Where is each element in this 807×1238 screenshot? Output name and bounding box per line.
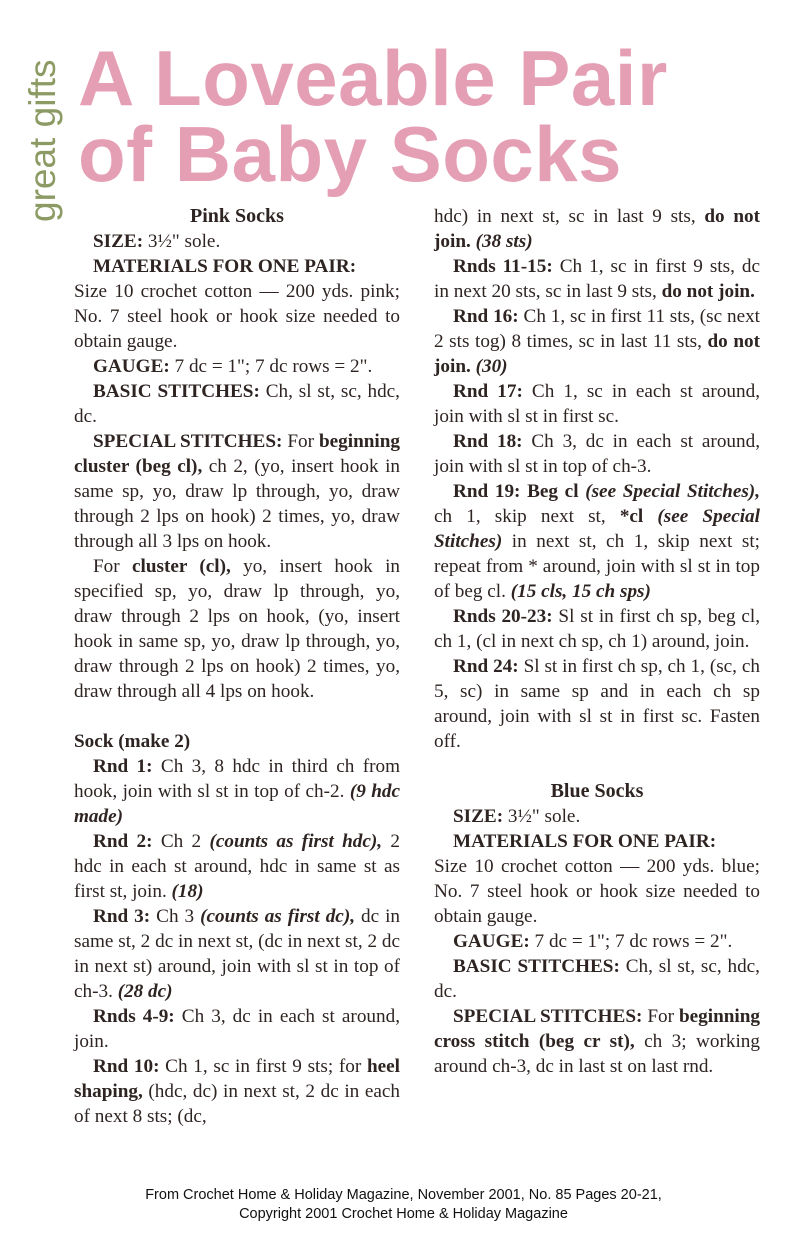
round-19: Rnd 19: Beg cl (see Special Stitches), ch 1, skip next st, *cl (see Special Stitches) in next st, ch 1, skip next st; repeat from * around, join with sl st in top of beg cl. (15 cls, 15 ch sps) bbox=[434, 481, 760, 602]
pink-basic-stitches: BASIC STITCHES: Ch, sl st, sc, hdc, dc. bbox=[74, 381, 400, 427]
round-3: Rnd 3: Ch 3 (counts as first dc), dc in same st, 2 dc in next st, (dc in next st, 2 dc in next st) around, join with sl st in top of ch-3. (28 dc) bbox=[74, 906, 401, 1002]
round-1: Rnd 1: Ch 3, 8 hdc in third ch from hook, join with sl st in top of ch-2. (9 hdc made) bbox=[74, 756, 401, 827]
blue-special-stitches: SPECIAL STITCHES: For beginning cross stitch (beg cr st), ch 3; working around ch-3, dc in last st on last rnd. bbox=[434, 1006, 761, 1077]
rounds-11-15: Rnds 11-15: Ch 1, sc in first 9 sts, dc in next 20 sts, sc in last 9 sts, do not join. bbox=[434, 256, 760, 302]
blue-basic-stitches: BASIC STITCHES: Ch, sl st, sc, hdc, dc. bbox=[434, 956, 760, 1002]
sock-heading: Sock (make 2) bbox=[74, 731, 191, 752]
rounds-4-9: Rnds 4-9: Ch 3, dc in each st around, join. bbox=[74, 1006, 400, 1052]
page-title bbox=[78, 34, 798, 198]
round-2: Rnd 2: Ch 2 (counts as first hdc), 2 hdc in each st around, hdc in same st as first st, join. (18) bbox=[74, 831, 401, 902]
round-24: Rnd 24: Sl st in first ch sp, ch 1, (sc, ch 5, sc) in same sp and in each ch sp around, join with sl st in first sc. Fasten off. bbox=[434, 656, 760, 752]
round-10: Rnd 10: Ch 1, sc in first 9 sts; for heel shaping, (hdc, dc) in next st, 2 dc in each of next 8 sts; (dc, bbox=[74, 1056, 400, 1127]
section-tag: great gifts bbox=[22, 59, 63, 222]
footer-credit bbox=[0, 1186, 807, 1224]
pink-gauge: GAUGE: 7 dc = 1"; 7 dc rows = 2". bbox=[93, 356, 373, 377]
right-column bbox=[434, 204, 760, 1079]
pink-socks-heading: Pink Socks bbox=[190, 205, 284, 227]
footer-line-1: From Crochet Home & Holiday Magazine, November 2001, No. 85 Pages 20-21, bbox=[145, 1187, 662, 1203]
left-column bbox=[74, 204, 400, 1129]
round-16: Rnd 16: Ch 1, sc in first 11 sts, (sc next 2 sts tog) 8 times, sc in last 11 sts, do not join. (30) bbox=[434, 306, 761, 377]
blue-materials-text: Size 10 crochet cotton — 200 yds. blue; No. 7 steel hook or hook size needed to obtain gauge. bbox=[434, 856, 760, 927]
round-18: Rnd 18: Ch 3, dc in each st around, join with sl st in top of ch-3. bbox=[434, 431, 760, 477]
blue-size: SIZE: 3½" sole. bbox=[453, 806, 581, 827]
title-line-2: of Baby Socks bbox=[78, 110, 623, 198]
rounds-20-23: Rnds 20-23: Sl st in first ch sp, beg cl, ch 1, (cl in next ch sp, ch 1) around, join. bbox=[434, 606, 760, 652]
round-10-continued: hdc) in next st, sc in last 9 sts, do not join. (38 sts) bbox=[434, 206, 761, 252]
pink-size: SIZE: 3½" sole. bbox=[93, 231, 221, 252]
blue-socks-heading: Blue Socks bbox=[550, 780, 644, 802]
title-line-1: A Loveable Pair bbox=[78, 34, 668, 122]
pink-materials-text: Size 10 crochet cotton — 200 yds. pink; No. 7 steel hook or hook size needed to obtain gauge. bbox=[74, 281, 400, 352]
round-17: Rnd 17: Ch 1, sc in each st around, join with sl st in first sc. bbox=[434, 381, 760, 427]
pink-cluster-stitch: For cluster (cl), yo, insert hook in specified sp, yo, draw lp through, yo, draw through 2 lps on hook, (yo, insert hook in same sp, yo, draw lp through, yo, draw through 2 lps on hook) 2 times, yo, draw through all 4 lps on hook. bbox=[74, 556, 401, 702]
pink-materials-label: MATERIALS FOR ONE PAIR: bbox=[93, 256, 357, 277]
footer-line-2: Copyright 2001 Crochet Home & Holiday Magazine bbox=[239, 1206, 568, 1222]
blue-materials-label: MATERIALS FOR ONE PAIR: bbox=[453, 831, 717, 852]
pink-special-stitches: SPECIAL STITCHES: For beginning cluster (beg cl), ch 2, (yo, insert hook in same sp, yo, draw lp through, yo, draw through 2 lps on hook) 2 times, yo, draw through all 3 lps on hook. bbox=[74, 431, 401, 552]
blue-gauge: GAUGE: 7 dc = 1"; 7 dc rows = 2". bbox=[453, 931, 733, 952]
